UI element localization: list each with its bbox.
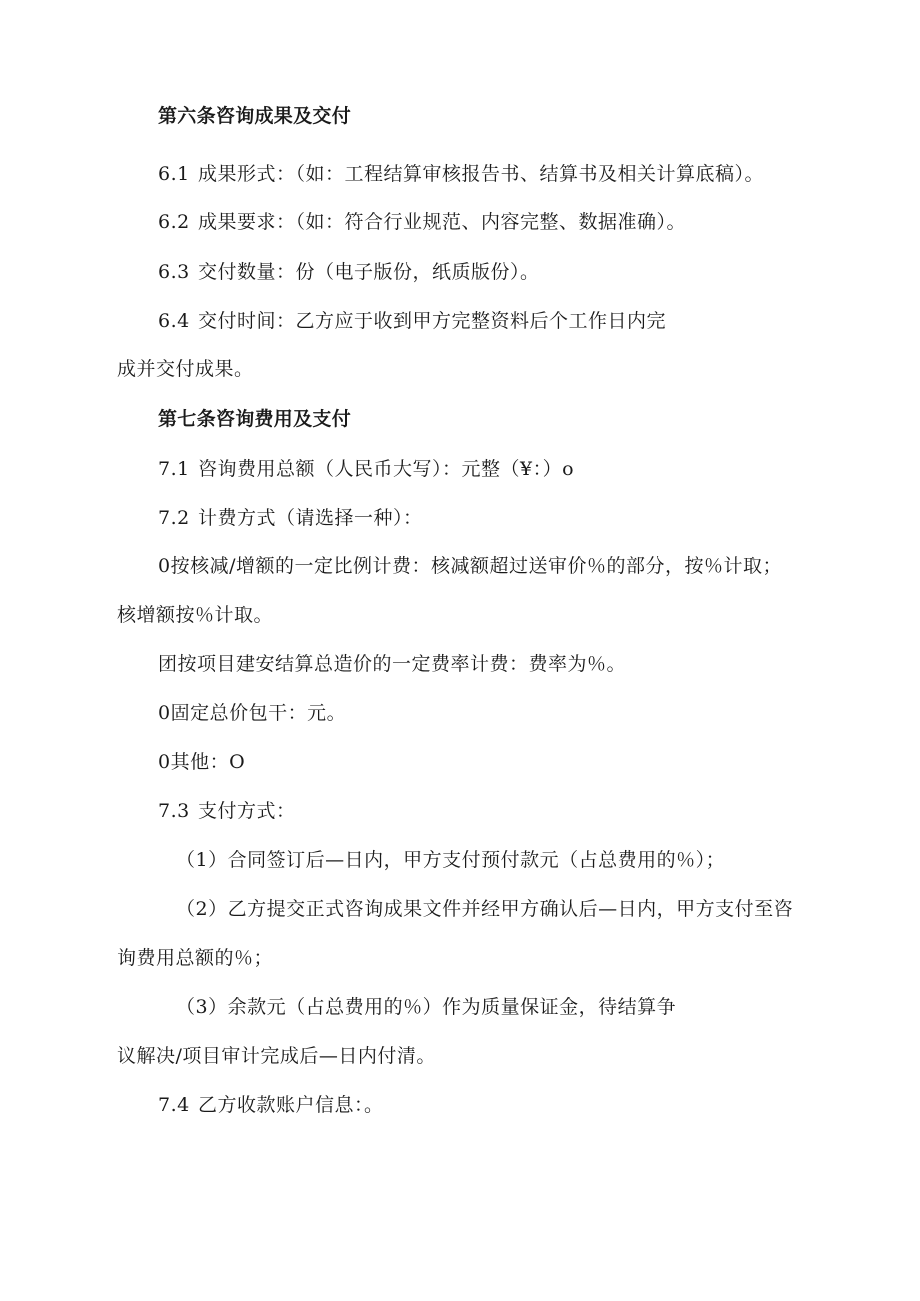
clause-6-4-continuation: 成并交付成果。 xyxy=(117,358,254,380)
clause-number: 7.1 xyxy=(158,458,190,480)
clause-text: 交付时间：乙方应于收到甲方完整资料后个工作日内完 xyxy=(198,310,667,332)
clause-text: 咨询费用总额（人民币大写）：元整（¥：）o xyxy=(198,458,575,480)
clause-7-2 xyxy=(158,506,423,530)
clause-text: 成果形式：（如：工程结算审核报告书、结算书及相关计算底稿）。 xyxy=(198,163,765,185)
fee-option-1: 0按核减/增额的一定比例计费：核减额超过送审价％的部分，按％计取； xyxy=(158,555,782,577)
payment-item-3-continuation: 议解决/项目审计完成后—日内付清。 xyxy=(117,1045,436,1067)
clause-text: 计费方式（请选择一种）： xyxy=(198,507,423,529)
fee-option-3: 0固定总价包干：元。 xyxy=(158,702,347,724)
clause-number: 6.2 xyxy=(158,211,190,233)
clause-number: 7.3 xyxy=(158,800,190,822)
clause-7-3 xyxy=(158,799,296,823)
clause-6-4 xyxy=(158,309,666,333)
clause-7-4 xyxy=(158,1093,384,1117)
clause-text: 支付方式： xyxy=(198,800,296,822)
section-7-heading: 第七条咨询费用及支付 xyxy=(158,408,352,430)
clause-text: 乙方收款账户信息：。 xyxy=(198,1094,384,1116)
clause-6-3 xyxy=(158,260,540,284)
clause-6-1 xyxy=(158,162,764,186)
clause-number: 7.2 xyxy=(158,507,190,529)
payment-item-2-continuation: 询费用总额的％； xyxy=(117,947,274,969)
section-6-heading: 第六条咨询成果及交付 xyxy=(158,105,352,127)
fee-option-4: 0其他：O xyxy=(158,751,246,773)
fee-option-1-continuation: 核增额按％计取。 xyxy=(117,604,274,626)
clause-text: 交付数量：份（电子版份，纸质版份）。 xyxy=(198,261,540,283)
payment-item-3: （3）余款元（占总费用的％）作为质量保证金，待结算争 xyxy=(176,996,677,1018)
payment-item-1: （1）合同签订后—日内，甲方支付预付款元（占总费用的％）； xyxy=(176,849,726,871)
clause-6-2 xyxy=(158,210,686,234)
fee-option-2: 团按项目建安结算总造价的一定费率计费：费率为％。 xyxy=(158,653,627,675)
clause-number: 6.4 xyxy=(158,310,190,332)
clause-7-1 xyxy=(158,457,574,481)
clause-number: 6.3 xyxy=(158,261,190,283)
clause-text: 成果要求：（如：符合行业规范、内容完整、数据准确）。 xyxy=(198,211,687,233)
clause-number: 7.4 xyxy=(158,1094,190,1116)
clause-number: 6.1 xyxy=(158,163,190,185)
payment-item-2: （2）乙方提交正式咨询成果文件并经甲方确认后—日内，甲方支付至咨 xyxy=(176,898,794,920)
